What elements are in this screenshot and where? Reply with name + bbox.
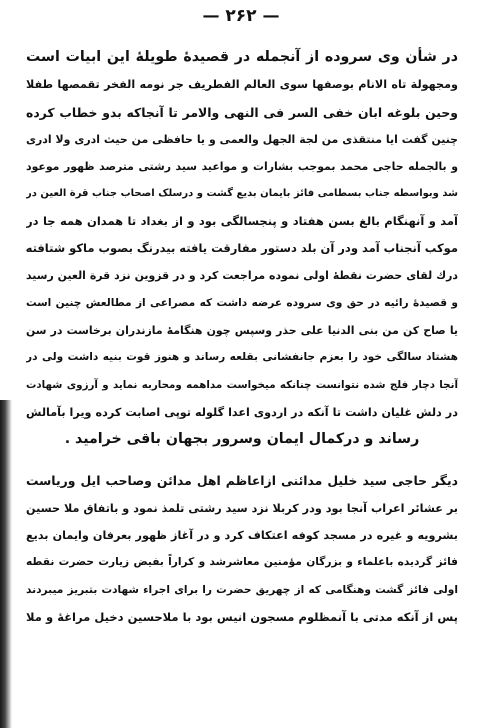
- text-line: فائز گردیده باعلماء و بزرگان مؤمنین معاشرشد و کراراً بفیض زیارت حضرت نقطه: [26, 556, 458, 569]
- text-line: وحین بلوغه ابان خفی السر فی النهی والامر تا آنجاکه بدو خطاب کرده: [26, 104, 458, 120]
- body-text: [26, 44, 458, 631]
- text-line: موکب آنجناب آمد ودر آن بلد دستور مفارقت یافته بیدرنگ بصوب ماکو شتافته: [26, 241, 458, 256]
- text-line: چنین گفت ایا منتقذی من لجة الجهل والعمی و یا حافظی من حیث ادری ولا ادری: [26, 132, 458, 146]
- text-line: و بالجمله حاجی محمد بموجب بشارات و مواعید سید رشتی مترصد ظهور موعود: [26, 160, 458, 174]
- text-line: و قصیدهٔ رائیه در حق وی سروده عرضه داشت که مصراعی از مطالعش چنین است: [26, 296, 458, 309]
- text-line: رساند و درکمال ایمان وسرور بجهان باقی خرامید .: [64, 431, 420, 448]
- text-line: درك لقای حضرت نقطهٔ اولی نموده مراجعت کرد و در قزوین نزد قرة العین رسید: [26, 269, 458, 283]
- page-number: — ۲۶۲ —: [202, 6, 280, 26]
- text-line: هشتاد سالگی خود را بعزم جانفشانی بقلعه رساند و هنوز قوت بنیه داشت ولی در: [26, 351, 458, 364]
- text-line: دیگر حاجی سید خلیل مدائنی ازاعاظم اهل مدائن وصاحب ایل وریاست: [26, 473, 458, 489]
- paragraph-2: [26, 467, 458, 631]
- text-line: اولی فائز گشت وهنگامی که از چهریق حضرت را برای اجراء شهادت بتبریز میبردند: [26, 583, 458, 596]
- paragraph-separator: [26, 453, 458, 467]
- text-line: در دلش غلیان داشت تا آنکه در اردوی اعدا گلوله توپی اصابت کرده ویرا بآمالش: [26, 405, 458, 419]
- text-line: بشرویه و غیره در مسجد کوفه اعتکاف کرد و در آغاز ظهور بعرفان وایمان بدیع: [26, 529, 458, 543]
- text-line: شد وبواسطه جناب بسطامی فائز بایمان بدیع گشت و درسلک اصحاب جناب قرة العین در: [26, 188, 458, 200]
- paragraph-1: [26, 44, 458, 453]
- text-line: آمد و آنهنگام بالغ بسن هفتاد و پنجسالگی بود و از بغداد تا همدان همه جا در: [26, 213, 458, 228]
- scan-shadow-edge: [0, 400, 12, 728]
- text-line: ومجهولة تاه الانام بوصفها سوی العالم الفطریف جر نومه الفخر تقمصها طفلا: [26, 78, 458, 92]
- text-line: در شأن وی سروده از آنجمله در قصیدهٔ طویلهٔ این ابیات است: [26, 49, 458, 65]
- text-line: پس از آنکه مدتی با آنمظلوم مسجون انیس بود با ملاحسین دخیل مراغهٔ و ملا: [26, 609, 458, 624]
- text-line: یا صاح کن من بنی الدنیا علی حذر وسپس چون هنگامهٔ مازندران برخاست در سن: [26, 323, 458, 337]
- text-line: بر عشائر اعراب آنجا بود ودر کربلا نزد سید رشتی تلمذ نمود و باتفاق ملا حسین: [26, 501, 458, 515]
- text-line: آنجا دچار فلج شده نتوانست چنانکه میخواست مداهمه ومحاربه نماید و آرزوی شهادت: [26, 378, 458, 391]
